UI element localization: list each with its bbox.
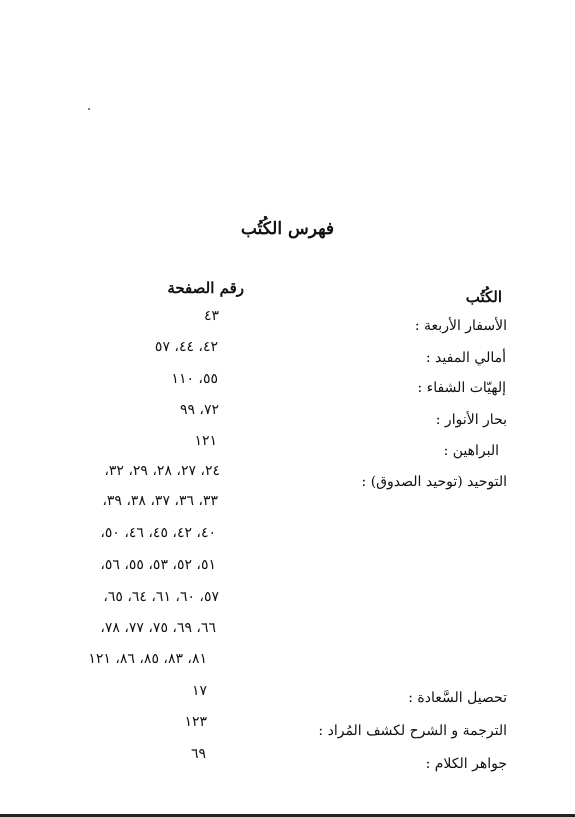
book-entry: بحار الأنوار : [435,412,507,428]
page-numbers: ٥٥، ١١٠ [171,371,218,387]
speck-mark [88,108,90,110]
page-numbers: ٤٣ [203,308,219,324]
page-numbers: ٨١، ٨٣، ٨٥، ٨٦، ١٢١ [88,651,207,667]
book-entry: الترجمة و الشرح لكشف المُراد : [318,723,507,739]
page-numbers: ١٢١ [194,433,217,449]
page-title: فهرس الكُتُب [240,219,335,239]
page-numbers: ٢٤، ٢٧، ٢٨، ٢٩، ٣٢، [104,463,220,479]
book-entry: إلهيّات الشفاء : [417,380,506,396]
page-numbers: ٧٢، ٩٩ [179,402,219,418]
page-numbers: ٤٢، ٤٤، ٥٧ [154,339,218,355]
book-entry: جواهر الكلام : [425,756,507,772]
book-entry: أمالي المفيد : [425,350,506,366]
page-numbers: ١٢٣ [184,714,207,730]
page-numbers: ٤٠، ٤٢، ٤٥، ٤٦، ٥٠، [100,525,216,541]
book-entry: تحصيل السَّعادة : [408,690,507,706]
page-number-column-header: رقم الصفحة [167,279,244,297]
books-column-header: الكُتُب [465,288,502,306]
page-numbers: ٥٧، ٦٠، ٦١، ٦٤، ٦٥، [103,589,219,605]
page-numbers: ٣٣، ٣٦، ٣٧، ٣٨، ٣٩، [102,493,218,509]
book-entry: البراهين : [443,443,499,459]
page-numbers: ٦٦، ٦٩، ٧٥، ٧٧، ٧٨، [100,620,216,636]
page-numbers: ٥١، ٥٢، ٥٣، ٥٥، ٥٦، [100,557,216,573]
book-entry: التوحيد (توحيد الصدوق) : [361,474,507,490]
page-numbers: ٦٩ [190,746,206,762]
book-entry: الأسفار الأربعة : [414,318,507,334]
page-numbers: ١٧ [191,683,207,699]
